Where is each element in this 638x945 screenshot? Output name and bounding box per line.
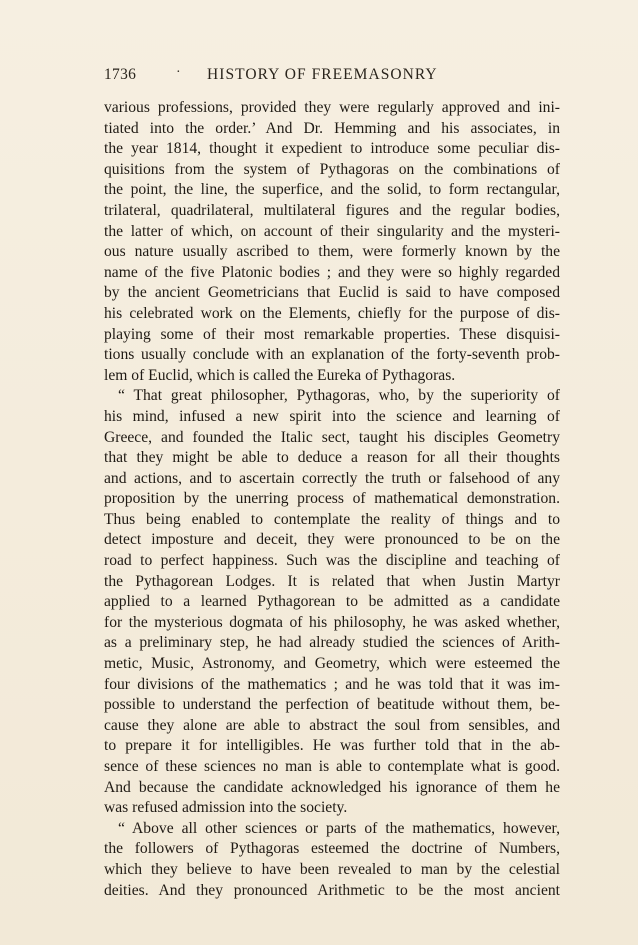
text-line: detect imposture and deceit, they were pronounced to be on the — [104, 531, 560, 549]
text-line: Greece, and founded the Italic sect, taught his disciples Geometry — [104, 428, 560, 446]
text-line: the point, the line, the superfice, and the solid, to form rectangular, — [104, 181, 560, 199]
text-line: which they believe to have been revealed to man by the celestial — [104, 860, 560, 878]
text-line: And because the candidate acknowledged his ignorance of them he — [104, 778, 560, 796]
text-line: applied to a learned Pythagorean to be admitted as a candidate — [104, 593, 560, 611]
paragraph-end-line: was refused admission into the society. — [104, 799, 348, 817]
text-line: his celebrated work on the Elements, chiefly for the purpose of dis- — [104, 304, 560, 322]
text-line: that they might be able to deduce a reason for all their thoughts — [104, 449, 560, 467]
running-header — [104, 66, 534, 88]
text-line: four divisions of the mathematics ; and he was told that it was im- — [104, 675, 560, 693]
text-line: possible to understand the perfection of beatitude without them, be- — [104, 696, 560, 714]
page-number: 1736 — [104, 66, 137, 83]
text-line: his mind, infused a new spirit into the science and learning of — [104, 407, 560, 425]
text-line: and actions, and to ascertain correctly the truth or falsehood of any — [104, 469, 560, 487]
text-line: quisitions from the system of Pythagoras on the combinations of — [104, 160, 560, 178]
text-line: sence of these sciences no man is able to contemplate what is good. — [104, 758, 560, 775]
text-line: name of the five Platonic bodies ; and they were so highly regarded — [104, 263, 560, 281]
paragraph-end-line: lem of Euclid, which is called the Eureka of Pythagoras. — [104, 366, 456, 384]
text-line: the year 1814, thought it expedient to introduce some peculiar dis- — [104, 140, 560, 158]
text-line: metic, Music, Astronomy, and Geometry, which were esteemed the — [104, 655, 560, 673]
text-line: cause they alone are able to abstract the soul from sensibles, and — [104, 716, 560, 734]
text-line: trilateral, quadrilateral, multilateral figures and the regular bodies, — [104, 201, 560, 219]
text-line: Thus being enabled to contemplate the reality of things and to — [104, 510, 560, 528]
text-line: tions usually conclude with an explanation of the forty-seventh prob- — [104, 346, 560, 364]
text-line: the Pythagorean Lodges. It is related that when Justin Martyr — [104, 572, 560, 590]
text-line: proposition by the unerring process of mathematical demonstration. — [104, 490, 560, 508]
text-line: for the mysterious dogmata of his philosophy, he was asked whether, — [104, 613, 560, 631]
running-title: HISTORY OF FREEMASONRY — [207, 66, 438, 83]
body-text — [104, 98, 560, 901]
text-line: ous nature usually ascribed to them, were formerly known by the — [104, 243, 560, 261]
paragraph-start-line: “ That great philosopher, Pythagoras, who, by the superiority of — [118, 387, 560, 405]
text-line: the latter of which, on account of their singularity and the mysteri- — [104, 222, 560, 240]
text-line: various professions, provided they were regularly approved and ini- — [104, 99, 560, 116]
text-line: to prepare it for intelligibles. He was further told that in the ab- — [104, 737, 560, 755]
text-line: deities. And they pronounced Arithmetic to be the most ancient — [104, 881, 560, 899]
text-line: tiated into the order.’ And Dr. Hemming and his associates, in — [104, 119, 560, 137]
text-line: by the ancient Geometricians that Euclid is said to have composed — [104, 284, 560, 302]
text-line: the followers of Pythagoras esteemed the doctrine of Numbers, — [104, 840, 560, 858]
header-separator: · — [176, 65, 182, 80]
text-line: playing some of their most remarkable properties. These disquisi- — [104, 325, 560, 343]
text-line: as a preliminary step, he had already studied the sciences of Arith- — [104, 634, 560, 652]
text-line: road to perfect happiness. Such was the discipline and teaching of — [104, 552, 560, 570]
paragraph-start-line: “ Above all other sciences or parts of the mathematics, however, — [118, 819, 560, 837]
